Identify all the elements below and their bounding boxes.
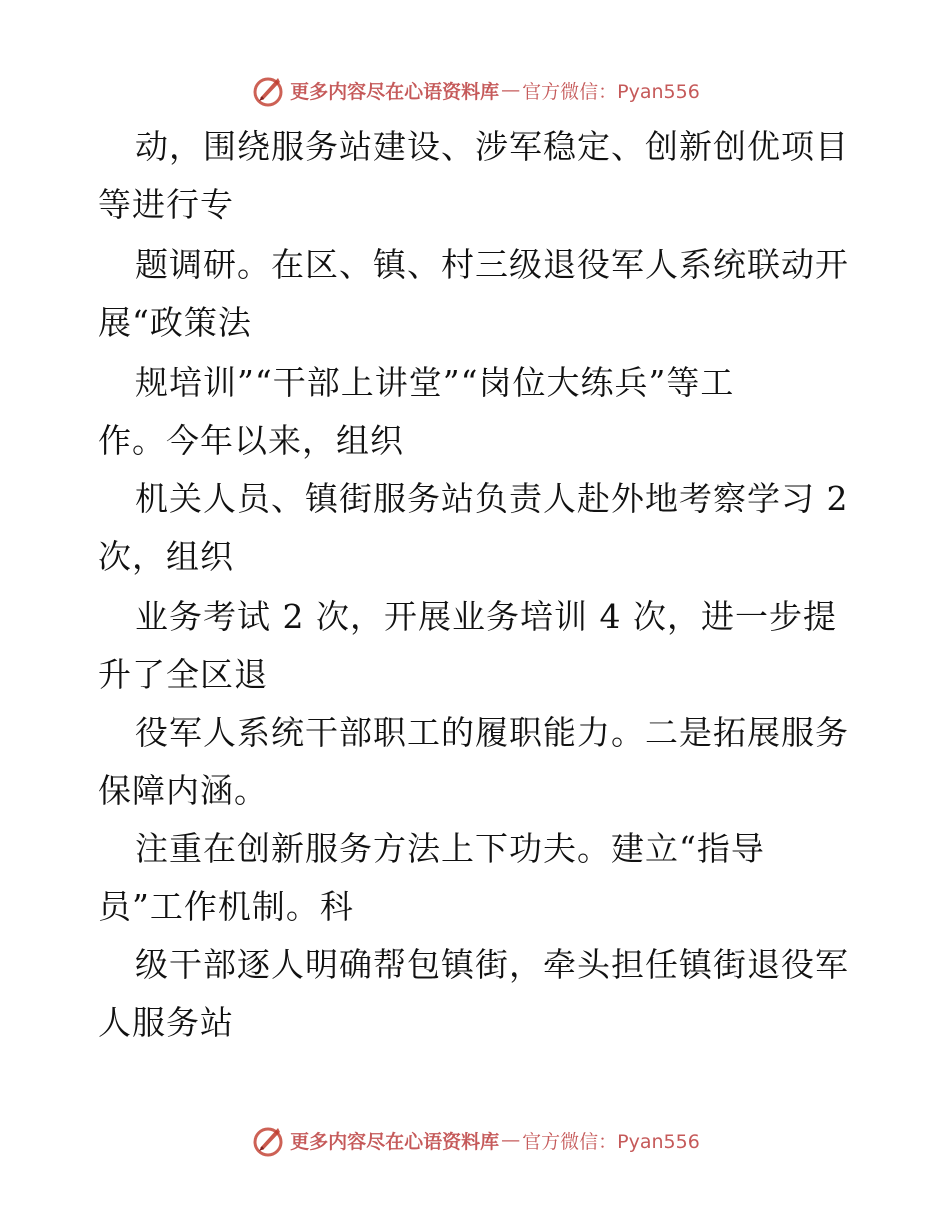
watermark-official: 官方微信：Pyan556 xyxy=(522,1130,700,1153)
text-line: 人服务站 xyxy=(98,1003,234,1042)
text-line: 题调研。在区、镇、村三级退役军人系统联动开 xyxy=(135,245,849,284)
text-line: 级干部逐人明确帮包镇街，牵头担任镇街退役军 xyxy=(135,945,849,984)
text-line: 次，组织 xyxy=(98,537,234,576)
text-line: 役军人系统干部职工的履职能力。二是拓展服务 xyxy=(135,713,849,752)
watermark-separator: — xyxy=(501,79,521,101)
watermark-brand: 更多内容尽在心语资料库 xyxy=(290,80,500,103)
text-line: 展“政策法 xyxy=(98,303,252,342)
text-line: 保障内涵。 xyxy=(98,771,268,810)
quill-logo-icon xyxy=(250,72,286,108)
header-watermark xyxy=(0,70,950,110)
footer-watermark xyxy=(0,1120,950,1160)
text-line: 员”工作机制。科 xyxy=(98,887,354,926)
text-line: 升了全区退 xyxy=(98,655,268,694)
quill-logo-icon xyxy=(250,1122,286,1158)
watermark-brand: 更多内容尽在心语资料库 xyxy=(290,1130,500,1153)
text-line: 业务考试 2 次，开展业务培训 4 次，进一步提 xyxy=(135,597,837,636)
watermark-separator: — xyxy=(501,1129,521,1151)
text-line: 动，围绕服务站建设、涉军稳定、创新创优项目 xyxy=(135,127,849,166)
text-line: 注重在创新服务方法上下功夫。建立“指导 xyxy=(135,829,765,868)
watermark-official: 官方微信：Pyan556 xyxy=(522,80,700,103)
text-line: 等进行专 xyxy=(98,185,234,224)
text-line: 机关人员、镇街服务站负责人赴外地考察学习 2 xyxy=(135,479,849,518)
text-line: 规培训”“干部上讲堂”“岗位大练兵”等工 xyxy=(135,363,735,402)
text-line: 作。今年以来，组织 xyxy=(98,421,404,460)
